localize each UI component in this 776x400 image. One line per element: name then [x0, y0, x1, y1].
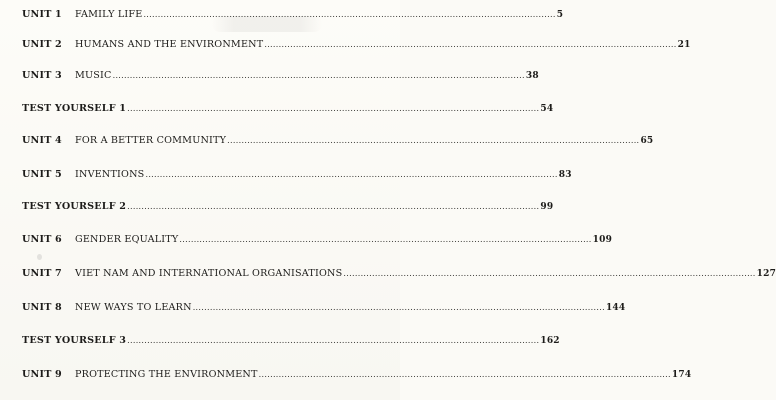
- toc-unit-label: UNIT 7: [22, 268, 62, 279]
- toc-entry[interactable]: [22, 135, 654, 151]
- toc-unit-label: UNIT 4: [22, 135, 62, 146]
- toc-page-number: 83: [558, 170, 572, 180]
- toc-page-number: 5: [556, 10, 564, 20]
- toc-entry-title: FAMILY LIFE: [75, 9, 143, 20]
- toc-page-number: 109: [592, 235, 613, 245]
- toc-leader-dots: ................................................................................................................................................: [145, 170, 558, 179]
- toc-test-entry[interactable]: [22, 201, 554, 217]
- toc-entry[interactable]: [22, 302, 626, 318]
- toc-entry-title: GENDER EQUALITY: [75, 234, 179, 245]
- toc-page-number: 174: [671, 370, 692, 380]
- toc-leader-dots: ................................................................................................................................................: [258, 370, 671, 379]
- toc-entry[interactable]: [22, 70, 539, 86]
- toc-page-number: 21: [677, 40, 691, 50]
- toc-entry-title: VIET NAM AND INTERNATIONAL ORGANISATIONS: [75, 268, 343, 279]
- toc-leader-dots: ................................................................................................................................................: [127, 336, 540, 345]
- toc-entry[interactable]: [22, 234, 613, 250]
- toc-test-title: TEST YOURSELF 1: [22, 103, 127, 114]
- toc-leader-dots: ................................................................................................................................................: [112, 71, 525, 80]
- toc-entry[interactable]: [22, 169, 572, 185]
- toc-entry[interactable]: [22, 9, 564, 25]
- toc-unit-label: UNIT 5: [22, 169, 62, 180]
- toc-entry-title: FOR A BETTER COMMUNITY: [75, 135, 227, 146]
- toc-page-number: 65: [640, 136, 654, 146]
- toc-page-number: 144: [605, 303, 626, 313]
- toc-entry[interactable]: [22, 369, 692, 385]
- toc-entry-title: MUSIC: [75, 70, 112, 81]
- toc-leader-dots: ................................................................................................................................................: [127, 202, 540, 211]
- toc-test-entry[interactable]: [22, 335, 560, 351]
- toc-page-number: 127: [756, 269, 776, 279]
- toc-leader-dots: ................................................................................................................................................: [264, 40, 677, 49]
- toc-test-entry[interactable]: [22, 103, 554, 119]
- toc-unit-label: UNIT 6: [22, 234, 62, 245]
- toc-leader-dots: ................................................................................................................................................: [192, 303, 605, 312]
- toc-unit-label: UNIT 1: [22, 9, 62, 20]
- toc-leader-dots: ................................................................................................................................................: [343, 269, 756, 278]
- toc-test-title: TEST YOURSELF 3: [22, 335, 127, 346]
- toc-entry-title: INVENTIONS: [75, 169, 145, 180]
- toc-test-title: TEST YOURSELF 2: [22, 201, 127, 212]
- toc-entry[interactable]: [22, 39, 691, 55]
- toc-leader-dots: ................................................................................................................................................: [227, 136, 640, 145]
- toc-unit-label: UNIT 9: [22, 369, 62, 380]
- toc-leader-dots: ................................................................................................................................................: [143, 10, 556, 19]
- toc-unit-label: UNIT 2: [22, 39, 62, 50]
- toc-page-number: 162: [540, 336, 560, 346]
- toc-leader-dots: ................................................................................................................................................: [179, 235, 592, 244]
- toc-entry[interactable]: [22, 268, 776, 284]
- toc-leader-dots: ................................................................................................................................................: [127, 104, 540, 113]
- toc-entry-title: PROTECTING THE ENVIRONMENT: [75, 369, 258, 380]
- toc-page-number: 38: [525, 71, 539, 81]
- toc-entry-title: NEW WAYS TO LEARN: [75, 302, 192, 313]
- toc-unit-label: UNIT 8: [22, 302, 62, 313]
- toc-unit-label: UNIT 3: [22, 70, 62, 81]
- toc-entry-title: HUMANS AND THE ENVIRONMENT: [75, 39, 264, 50]
- toc-page-number: 99: [540, 202, 554, 212]
- toc-page-number: 54: [540, 104, 554, 114]
